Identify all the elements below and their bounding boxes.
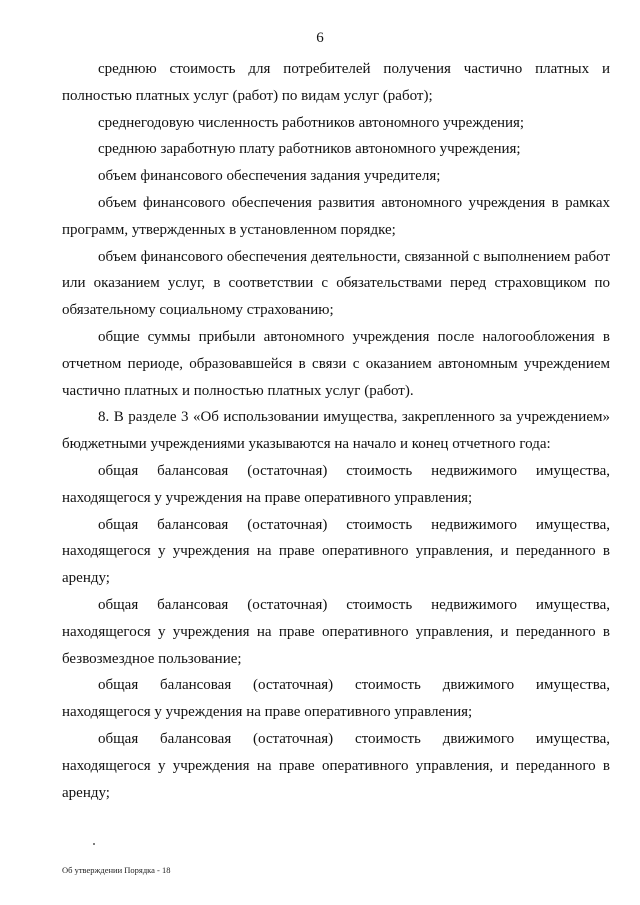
paragraph: среднегодовую численность работников автономного учреждения; — [98, 114, 525, 131]
paragraph: общая балансовая (остаточная) стоимость недвижимого имущества, находящегося у учреждения на праве оперативного управления, и переданного в аренду; — [62, 516, 610, 587]
paragraph: общая балансовая (остаточная) стоимость недвижимого имущества, находящегося у учреждения на праве оперативного управления; — [62, 462, 610, 506]
paragraph: объем финансового обеспечения развития автономного учреждения в рамках программ, утвержденных в установленном порядке; — [62, 194, 610, 238]
paragraph: общая балансовая (остаточная) стоимость недвижимого имущества, находящегося у учреждения на праве оперативного управления, и переданного в безвозмездное пользование; — [62, 596, 610, 667]
paragraph: общая балансовая (остаточная) стоимость движимого имущества, находящегося у учреждения на праве оперативного управления, и переданного в аренду; — [62, 730, 610, 801]
paragraph: объем финансового обеспечения деятельности, связанной с выполнением работ или оказанием услуг, в соответствии с обязательствами перед страховщиком по обязательному социальному страхованию; — [62, 248, 610, 319]
footer-text: Об утверждении Порядка - 18 — [62, 865, 171, 875]
page-number: 6 — [316, 30, 324, 46]
paragraph: среднюю заработную плату работников автономного учреждения; — [98, 141, 521, 158]
paragraph: общая балансовая (остаточная) стоимость движимого имущества, находящегося у учреждения на праве оперативного управления; — [62, 677, 610, 721]
document-body — [62, 56, 610, 806]
paragraph: объем финансового обеспечения задания учредителя; — [98, 168, 441, 185]
scan-speck — [93, 843, 95, 845]
paragraph: общие суммы прибыли автономного учреждения после налогообложения в отчетном периоде, образовавшейся в связи с оказанием автономным учреждением частично платных и полностью платных услуг (работ). — [62, 328, 610, 399]
paragraph: среднюю стоимость для потребителей получения частично платных и полностью платных услуг (работ) по видам услуг (работ); — [62, 61, 610, 104]
section-8-paragraph: 8. В разделе 3 «Об использовании имущества, закрепленного за учреждением» бюджетными учреждениями указываются на начало и конец отчетного года: — [62, 409, 610, 453]
